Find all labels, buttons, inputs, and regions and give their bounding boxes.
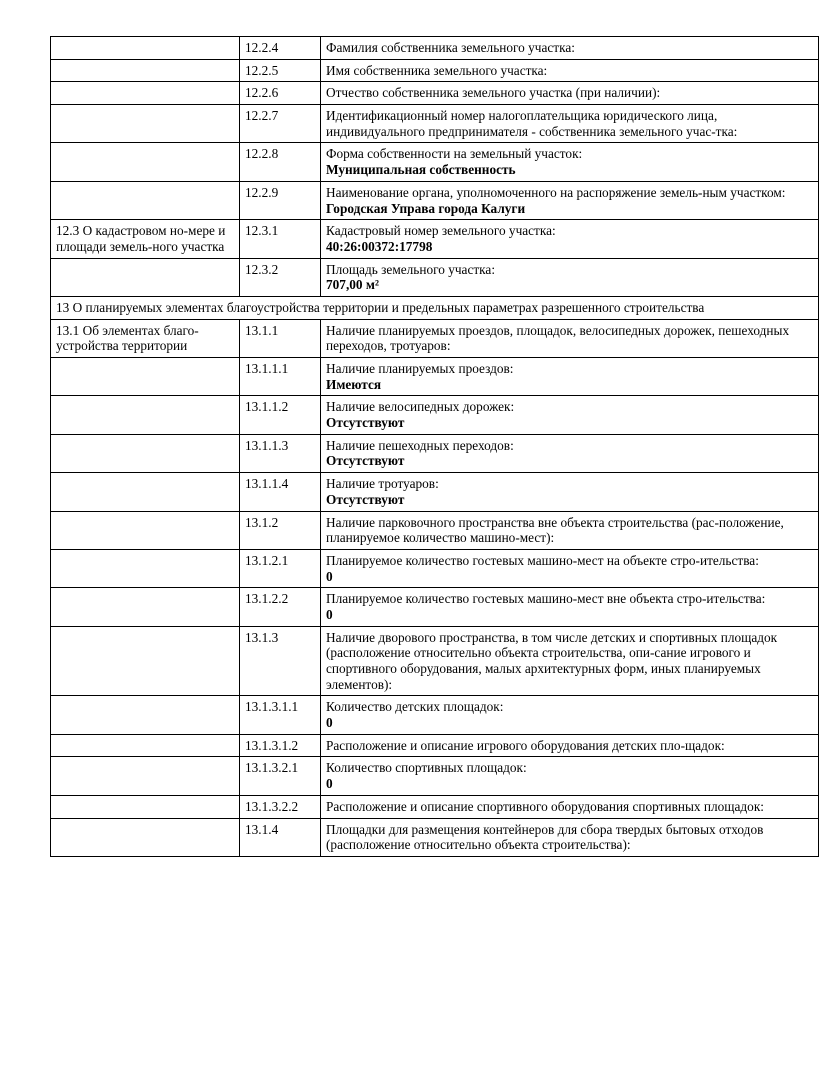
- table-row: [51, 59, 819, 82]
- row-number: 12.2.8: [240, 143, 321, 181]
- table-row: [51, 105, 819, 143]
- row-number: 12.2.7: [240, 105, 321, 143]
- row-number: 13.1.3.2.1: [240, 757, 321, 795]
- table-row: [51, 358, 819, 396]
- row-section-label: [51, 473, 240, 511]
- row-section-label: [51, 511, 240, 549]
- row-section-label: [51, 734, 240, 757]
- row-number: 13.1.1.3: [240, 434, 321, 472]
- row-section-label: [51, 396, 240, 434]
- table-row: [51, 37, 819, 60]
- row-number: 12.3.2: [240, 258, 321, 296]
- row-content: [321, 696, 819, 734]
- table-row: [51, 396, 819, 434]
- row-number: 13.1.2.2: [240, 588, 321, 626]
- row-section-label: [51, 37, 240, 60]
- row-number: 13.1.3: [240, 626, 321, 696]
- table-row: [51, 734, 819, 757]
- row-content: [321, 37, 819, 60]
- row-value: 0: [326, 715, 333, 731]
- table-row: [51, 795, 819, 818]
- table-row: [51, 181, 819, 219]
- row-number: 13.1.1.4: [240, 473, 321, 511]
- row-value: 707,00 м²: [326, 277, 379, 293]
- row-number: 13.1.2: [240, 511, 321, 549]
- row-number: 13.1.2.1: [240, 549, 321, 587]
- table-row: [51, 588, 819, 626]
- table-row: [51, 549, 819, 587]
- row-value: 0: [326, 776, 333, 792]
- row-number: 13.1.3.2.2: [240, 795, 321, 818]
- row-number: 13.1.1.2: [240, 396, 321, 434]
- row-number: 13.1.1: [240, 319, 321, 357]
- row-text: Наличие планируемых проездов:: [326, 361, 514, 376]
- row-text: Площадь земельного участка:: [326, 261, 496, 277]
- row-text: Форма собственности на земельный участок:: [326, 146, 583, 162]
- row-text: Идентификационный номер налогоплательщика юридического лица, индивидуального предпринимателя - собственника земельного учас-тка:: [326, 108, 738, 139]
- row-section-label: [51, 795, 240, 818]
- table-row: [51, 258, 819, 296]
- row-text: Отчество собственника земельного участка (при наличии):: [326, 85, 661, 101]
- row-section-label: 13.1 Об элементах благо-устройства территории: [51, 319, 240, 357]
- row-number: 12.3.1: [240, 220, 321, 258]
- table-row: [51, 818, 819, 856]
- row-content: [321, 220, 819, 258]
- row-text: Расположение и описание игрового оборудования детских пло-щадок:: [326, 737, 725, 753]
- row-section-label: [51, 434, 240, 472]
- row-text: Наличие тротуаров:: [326, 476, 439, 492]
- row-text: Наличие дворового пространства, в том числе детских и спортивных площадок (расположение относительно объекта строительства, опи-сание игрового и спортивного оборудования, малых архитектурных форм, иных планируемых элементов):: [326, 629, 778, 692]
- row-value: Отсутствуют: [326, 453, 405, 469]
- row-content: [321, 143, 819, 181]
- row-content: [321, 757, 819, 795]
- row-content: [321, 473, 819, 511]
- row-section-label: [51, 818, 240, 856]
- table-row: [51, 473, 819, 511]
- row-content: [321, 258, 819, 296]
- row-number: 12.2.5: [240, 59, 321, 82]
- row-content: [321, 511, 819, 549]
- row-section-label: [51, 82, 240, 105]
- row-section-label: [51, 105, 240, 143]
- row-section-label: [51, 181, 240, 219]
- table-row: [51, 319, 819, 357]
- table-row: [51, 82, 819, 105]
- row-content: [321, 795, 819, 818]
- row-content: [321, 319, 819, 357]
- row-section-label: [51, 626, 240, 696]
- row-value: 0: [326, 606, 333, 622]
- row-value: Отсутствуют: [326, 415, 405, 431]
- row-text: Планируемое количество гостевых машино-мест вне объекта стро-ительства:: [326, 591, 766, 607]
- row-value: Имеются: [326, 376, 382, 392]
- table-row: [51, 626, 819, 696]
- row-section-label: 12.3 О кадастровом но-мере и площади земель-ного участка: [51, 220, 240, 258]
- row-value: Городская Управа города Калуги: [326, 200, 526, 216]
- row-section-label: [51, 757, 240, 795]
- table-row: [51, 696, 819, 734]
- row-value: Отсутствуют: [326, 491, 405, 507]
- row-section-label: [51, 59, 240, 82]
- row-number: 13.1.4: [240, 818, 321, 856]
- row-text: Площадки для размещения контейнеров для сбора твердых бытовых отходов (расположение относительно объекта строительства):: [326, 821, 764, 853]
- row-content: [321, 82, 819, 105]
- row-content: [321, 358, 819, 396]
- row-text: Наличие планируемых проездов, площадок, велосипедных дорожек, пешеходных переходов, тротуаров:: [326, 322, 790, 354]
- row-text: Расположение и описание спортивного оборудования спортивных площадок:: [326, 798, 764, 814]
- table-row: [51, 757, 819, 795]
- row-text: Наименование органа, уполномоченного на распоряжение земель-ным участком:: [326, 184, 786, 200]
- row-content: [321, 588, 819, 626]
- project-declaration-table: [50, 36, 819, 857]
- row-content: [321, 818, 819, 856]
- row-text: Количество детских площадок:: [326, 699, 504, 715]
- row-section-label: [51, 258, 240, 296]
- row-content: [321, 434, 819, 472]
- row-text: Наличие пешеходных переходов:: [326, 437, 514, 453]
- row-text: Наличие парковочного пространства вне объекта строительства (рас-положение, планируемое количество машино-мест):: [326, 514, 784, 546]
- row-content: [321, 181, 819, 219]
- row-text: Имя собственника земельного участка:: [326, 62, 548, 78]
- row-text: Кадастровый номер земельного участка:: [326, 223, 556, 239]
- row-content: [321, 396, 819, 434]
- row-content: [321, 105, 819, 143]
- table-row: [51, 143, 819, 181]
- row-number: 12.2.6: [240, 82, 321, 105]
- row-section-label: [51, 358, 240, 396]
- section-13-title: 13 О планируемых элементах благоустройства территории и предельных параметрах разрешенного строительства: [51, 296, 819, 319]
- row-content: [321, 734, 819, 757]
- row-text: Планируемое количество гостевых машино-мест на объекте стро-ительства:: [326, 552, 759, 568]
- row-value: 0: [326, 568, 333, 584]
- table-row: [51, 220, 819, 258]
- table-row: [51, 511, 819, 549]
- row-content: [321, 626, 819, 696]
- row-text: Фамилия собственника земельного участка:: [326, 40, 575, 55]
- row-number: 13.1.3.1.2: [240, 734, 321, 757]
- row-section-label: [51, 549, 240, 587]
- row-text: Наличие велосипедных дорожек:: [326, 399, 515, 415]
- row-number: 12.2.9: [240, 181, 321, 219]
- table-body: [51, 37, 819, 857]
- row-value: Муниципальная собственность: [326, 162, 516, 178]
- table-row-section-header: [51, 296, 819, 319]
- row-value: 40:26:00372:17798: [326, 238, 433, 254]
- row-content: [321, 59, 819, 82]
- row-number: 12.2.4: [240, 37, 321, 60]
- row-content: [321, 549, 819, 587]
- row-text: Количество спортивных площадок:: [326, 760, 527, 776]
- row-section-label: [51, 588, 240, 626]
- row-number: 13.1.3.1.1: [240, 696, 321, 734]
- row-number: 13.1.1.1: [240, 358, 321, 396]
- row-section-label: [51, 696, 240, 734]
- row-section-label: [51, 143, 240, 181]
- table-row: [51, 434, 819, 472]
